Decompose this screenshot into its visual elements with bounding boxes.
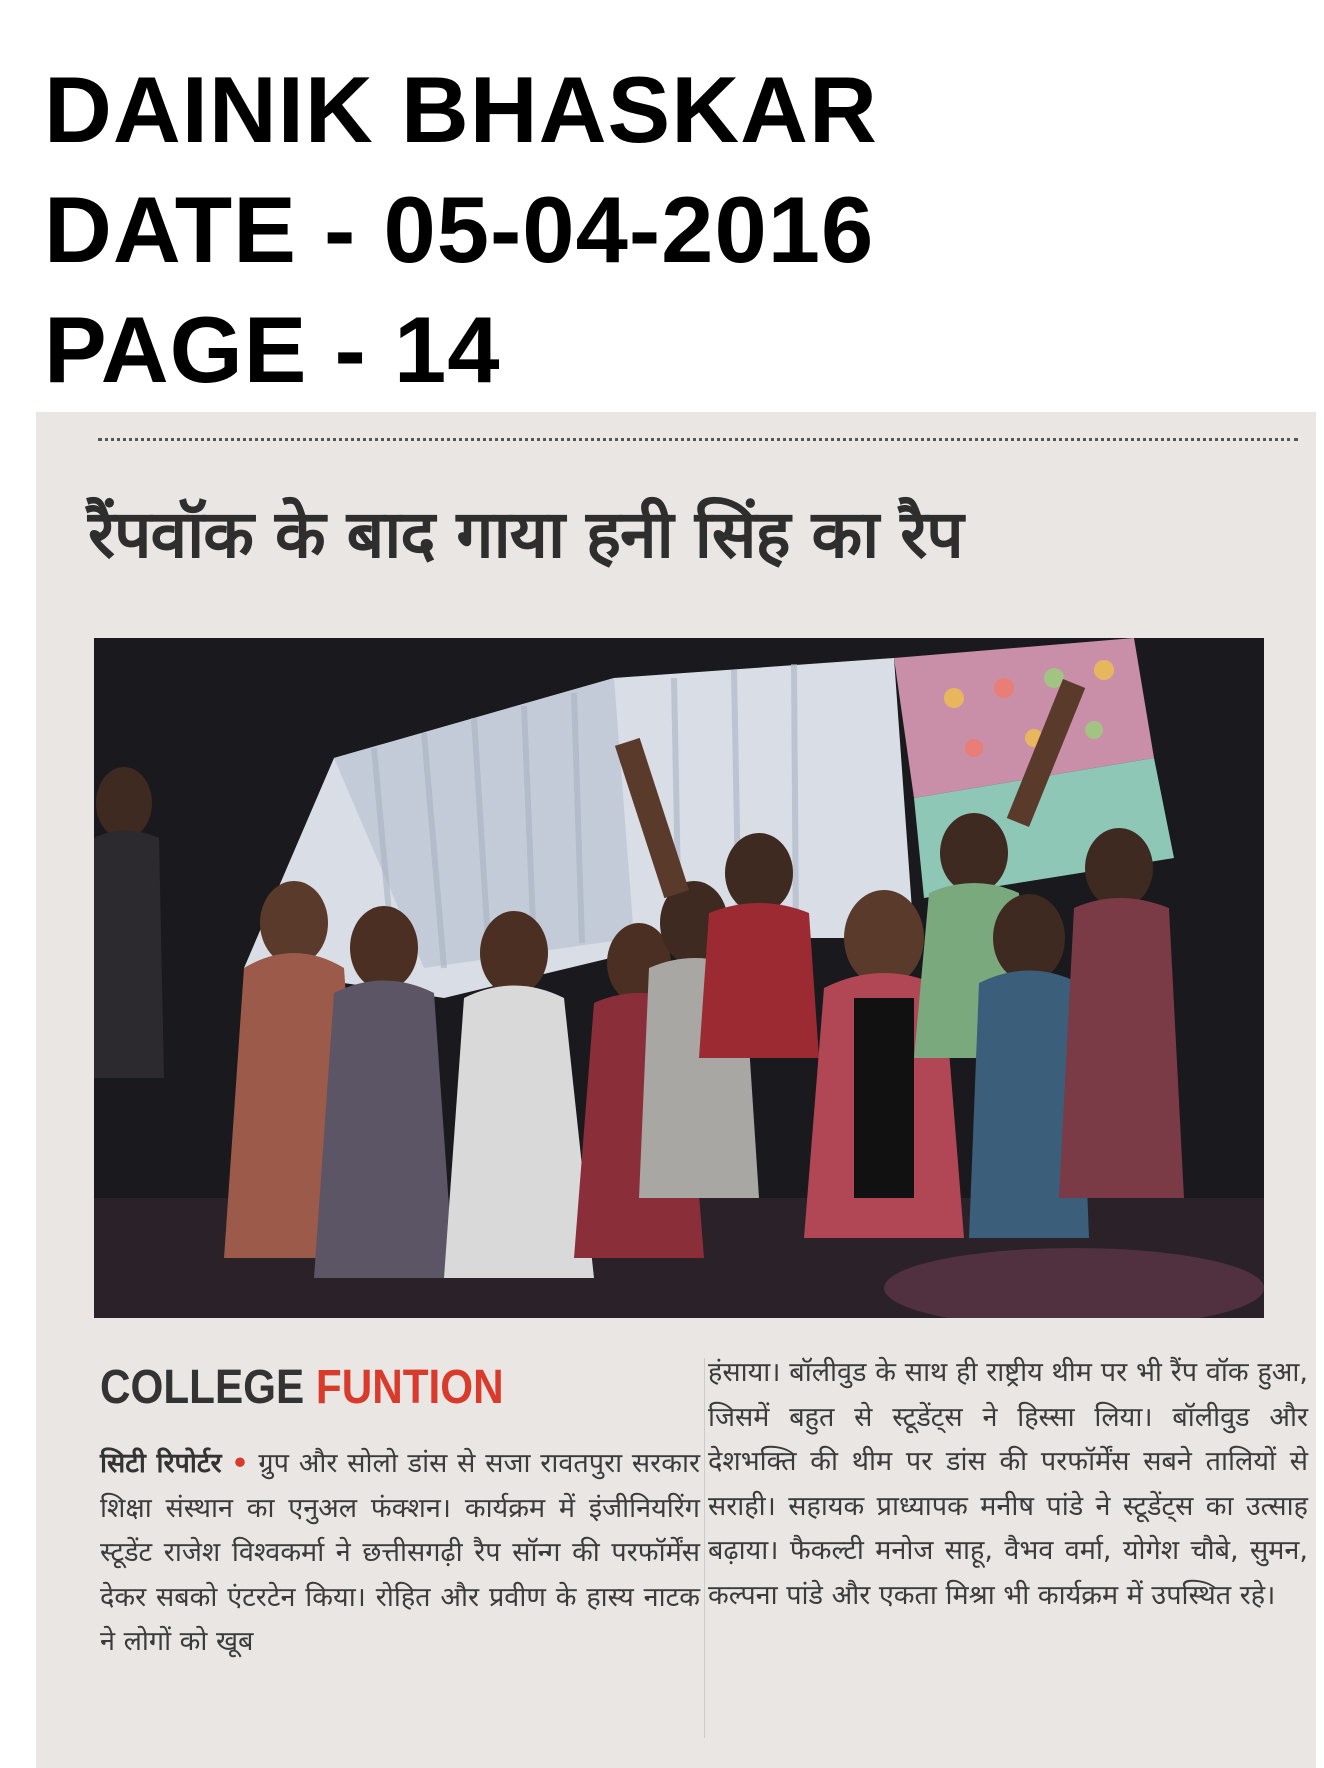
newspaper-clipping bbox=[36, 412, 1316, 1768]
article-text-left: ग्रुप और सोलो डांस से सजा रावतपुरा सरकार शिक्षा संस्थान का एनुअल फंक्शन। कार्यक्रम में इंजीनियरिंग स्टूडेंट राजेश विश्वकर्मा ने छत्तीसगढ़ी रैप सॉन्ग की परफॉर्मेंस देकर सबको एंटरटेन किया। रोहित और प्रवीण के हास्य नाटक ने लोगों को खूब bbox=[100, 1448, 700, 1657]
publication-date: DATE - 05-04-2016 bbox=[44, 177, 875, 282]
event-photo bbox=[94, 638, 1264, 1318]
page-number: PAGE - 14 bbox=[44, 297, 501, 402]
article-text-right: हंसाया। बॉलीवुड के साथ ही राष्ट्रीय थीम पर भी रैंप वॉक हुआ, जिसमें बहुत से स्टूडेंट्स ने हिस्सा लिया। बॉलीवुड और देशभक्ति की थीम पर डांस की परफॉर्मेंस सबने तालियों से सराही। सहायक प्राध्यापक मनीष पांडे ने स्टूडेंट्स का उत्साह बढ़ाया। फैकल्टी मनोज साहू, वैभव वर्मा, योगेश चौबे, सुमन, कल्पना पांडे और एकता मिश्रा भी कार्यक्रम में उपस्थित रहे। bbox=[708, 1357, 1308, 1611]
article-column-right bbox=[708, 1351, 1308, 1618]
section-tag bbox=[100, 1356, 504, 1420]
byline-bullet: • bbox=[231, 1448, 249, 1479]
column-divider bbox=[704, 1358, 705, 1738]
dotted-divider bbox=[98, 438, 1298, 441]
clipping-header bbox=[44, 50, 1144, 410]
article-headline: रैंपवॉक के बाद गाया हनी सिंह का रैप bbox=[88, 496, 963, 573]
event-photo-illustration bbox=[94, 638, 1264, 1318]
article-column-left bbox=[100, 1442, 700, 1665]
section-tag-funtion: FUNTION bbox=[315, 1361, 504, 1414]
newspaper-name: DAINIK BHASKAR bbox=[44, 57, 878, 162]
byline: सिटी रिपोर्टर bbox=[100, 1448, 222, 1479]
section-tag-college: COLLEGE bbox=[100, 1361, 305, 1414]
